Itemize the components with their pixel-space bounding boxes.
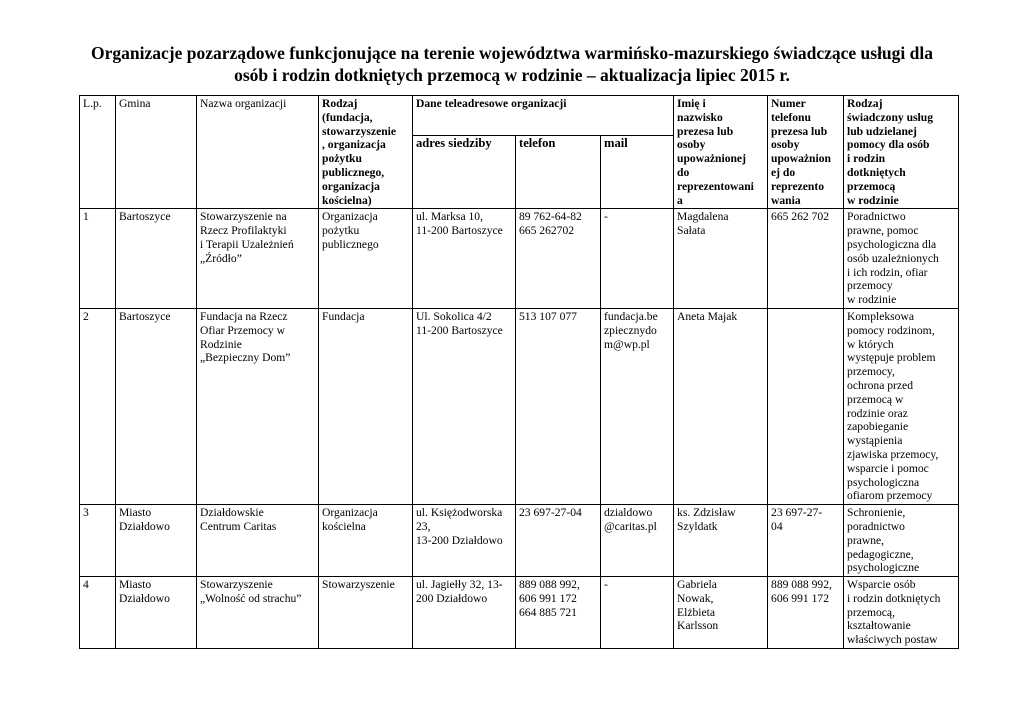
header-nazwa: Nazwa organizacji <box>197 96 319 209</box>
header-usluga: Rodzaj świadczony usług lub udzielanej pomocy dla osób i rodzin dotkniętych przemocą w rodzinie <box>844 96 959 209</box>
cell-gmina: Miasto Działdowo <box>116 577 197 649</box>
cell-usluga: Schronienie, poradnictwo prawne, pedagogiczne, psychologiczne <box>844 505 959 577</box>
header-adres: adres siedziby <box>413 136 516 209</box>
cell-rodzaj: Fundacja <box>319 308 413 504</box>
cell-prezes: Magdalena Sałata <box>674 209 768 309</box>
cell-adres: Ul. Sokolica 4/2 11-200 Bartoszyce <box>413 308 516 504</box>
cell-nazwa: Fundacja na Rzecz Ofiar Przemocy w Rodzinie „Bezpieczny Dom” <box>197 308 319 504</box>
cell-lp: 1 <box>80 209 116 309</box>
cell-usluga: Wsparcie osób i rodzin dotkniętych przemocą, kształtowanie właściwych postaw <box>844 577 959 649</box>
table-row <box>80 308 959 504</box>
cell-usluga: Kompleksowa pomocy rodzinom, w których występuje problem przemocy, ochrona przed przemocą w rodzinie oraz zapobieganie wystąpienia zjawiska przemocy, wsparcie i pomoc psychologiczna ofiarom przemocy <box>844 308 959 504</box>
cell-gmina: Bartoszyce <box>116 209 197 309</box>
header-dane-teleadresowe: Dane teleadresowe organizacji <box>413 96 674 136</box>
cell-lp: 4 <box>80 577 116 649</box>
cell-adres: ul. Marksa 10, 11-200 Bartoszyce <box>413 209 516 309</box>
cell-telefon: 889 088 992, 606 991 172 664 885 721 <box>516 577 601 649</box>
cell-numer: 23 697-27- 04 <box>768 505 844 577</box>
document-title <box>60 42 964 86</box>
cell-lp: 2 <box>80 308 116 504</box>
header-lp: L.p. <box>80 96 116 209</box>
cell-numer: 889 088 992, 606 991 172 <box>768 577 844 649</box>
table-row <box>80 505 959 577</box>
cell-adres: ul. Jagiełły 32, 13- 200 Działdowo <box>413 577 516 649</box>
cell-rodzaj: Stowarzyszenie <box>319 577 413 649</box>
cell-nazwa: Stowarzyszenie „Wolność od strachu” <box>197 577 319 649</box>
cell-numer <box>768 308 844 504</box>
table-row <box>80 577 959 649</box>
cell-telefon: 23 697-27-04 <box>516 505 601 577</box>
header-prezes: Imię i nazwisko prezesa lub osoby upoważnionej do reprezentowani a <box>674 96 768 209</box>
cell-mail: dzialdowo @caritas.pl <box>601 505 674 577</box>
cell-lp: 3 <box>80 505 116 577</box>
cell-prezes: Aneta Majak <box>674 308 768 504</box>
cell-rodzaj: Organizacja pożytku publicznego <box>319 209 413 309</box>
cell-gmina: Miasto Działdowo <box>116 505 197 577</box>
cell-numer: 665 262 702 <box>768 209 844 309</box>
cell-nazwa: Działdowskie Centrum Caritas <box>197 505 319 577</box>
cell-nazwa: Stowarzyszenie na Rzecz Profilaktyki i Terapii Uzależnień „Źródło” <box>197 209 319 309</box>
table-row <box>80 209 959 309</box>
header-gmina: Gmina <box>116 96 197 209</box>
organizations-table <box>79 95 959 649</box>
header-mail: mail <box>601 136 674 209</box>
cell-gmina: Bartoszyce <box>116 308 197 504</box>
cell-mail: - <box>601 577 674 649</box>
cell-telefon: 513 107 077 <box>516 308 601 504</box>
header-rodzaj: Rodzaj (fundacja, stowarzyszenie , organizacja pożytku publicznego, organizacja kościelna) <box>319 96 413 209</box>
header-row-1 <box>80 96 959 136</box>
cell-mail: - <box>601 209 674 309</box>
header-telefon: telefon <box>516 136 601 209</box>
header-numer: Numer telefonu prezesa lub osoby upoważnion ej do reprezento wania <box>768 96 844 209</box>
cell-mail: fundacja.be zpiecznydo m@wp.pl <box>601 308 674 504</box>
cell-prezes: ks. Zdzisław Szyldatk <box>674 505 768 577</box>
cell-prezes: Gabriela Nowak, Elżbieta Karlsson <box>674 577 768 649</box>
title-line-1: Organizacje pozarządowe funkcjonujące na terenie województwa warmińsko-mazurskiego świadczące usługi dla <box>90 43 934 63</box>
cell-telefon: 89 762-64-82 665 262702 <box>516 209 601 309</box>
cell-adres: ul. Księżodworska 23, 13-200 Działdowo <box>413 505 516 577</box>
cell-usluga: Poradnictwo prawne, pomoc psychologiczna dla osób uzależnionych i ich rodzin, ofiar przemocy w rodzinie <box>844 209 959 309</box>
cell-rodzaj: Organizacja kościelna <box>319 505 413 577</box>
title-line-2: osób i rodzin dotkniętych przemocą w rodzinie – aktualizacja lipiec 2015 r. <box>234 65 790 85</box>
